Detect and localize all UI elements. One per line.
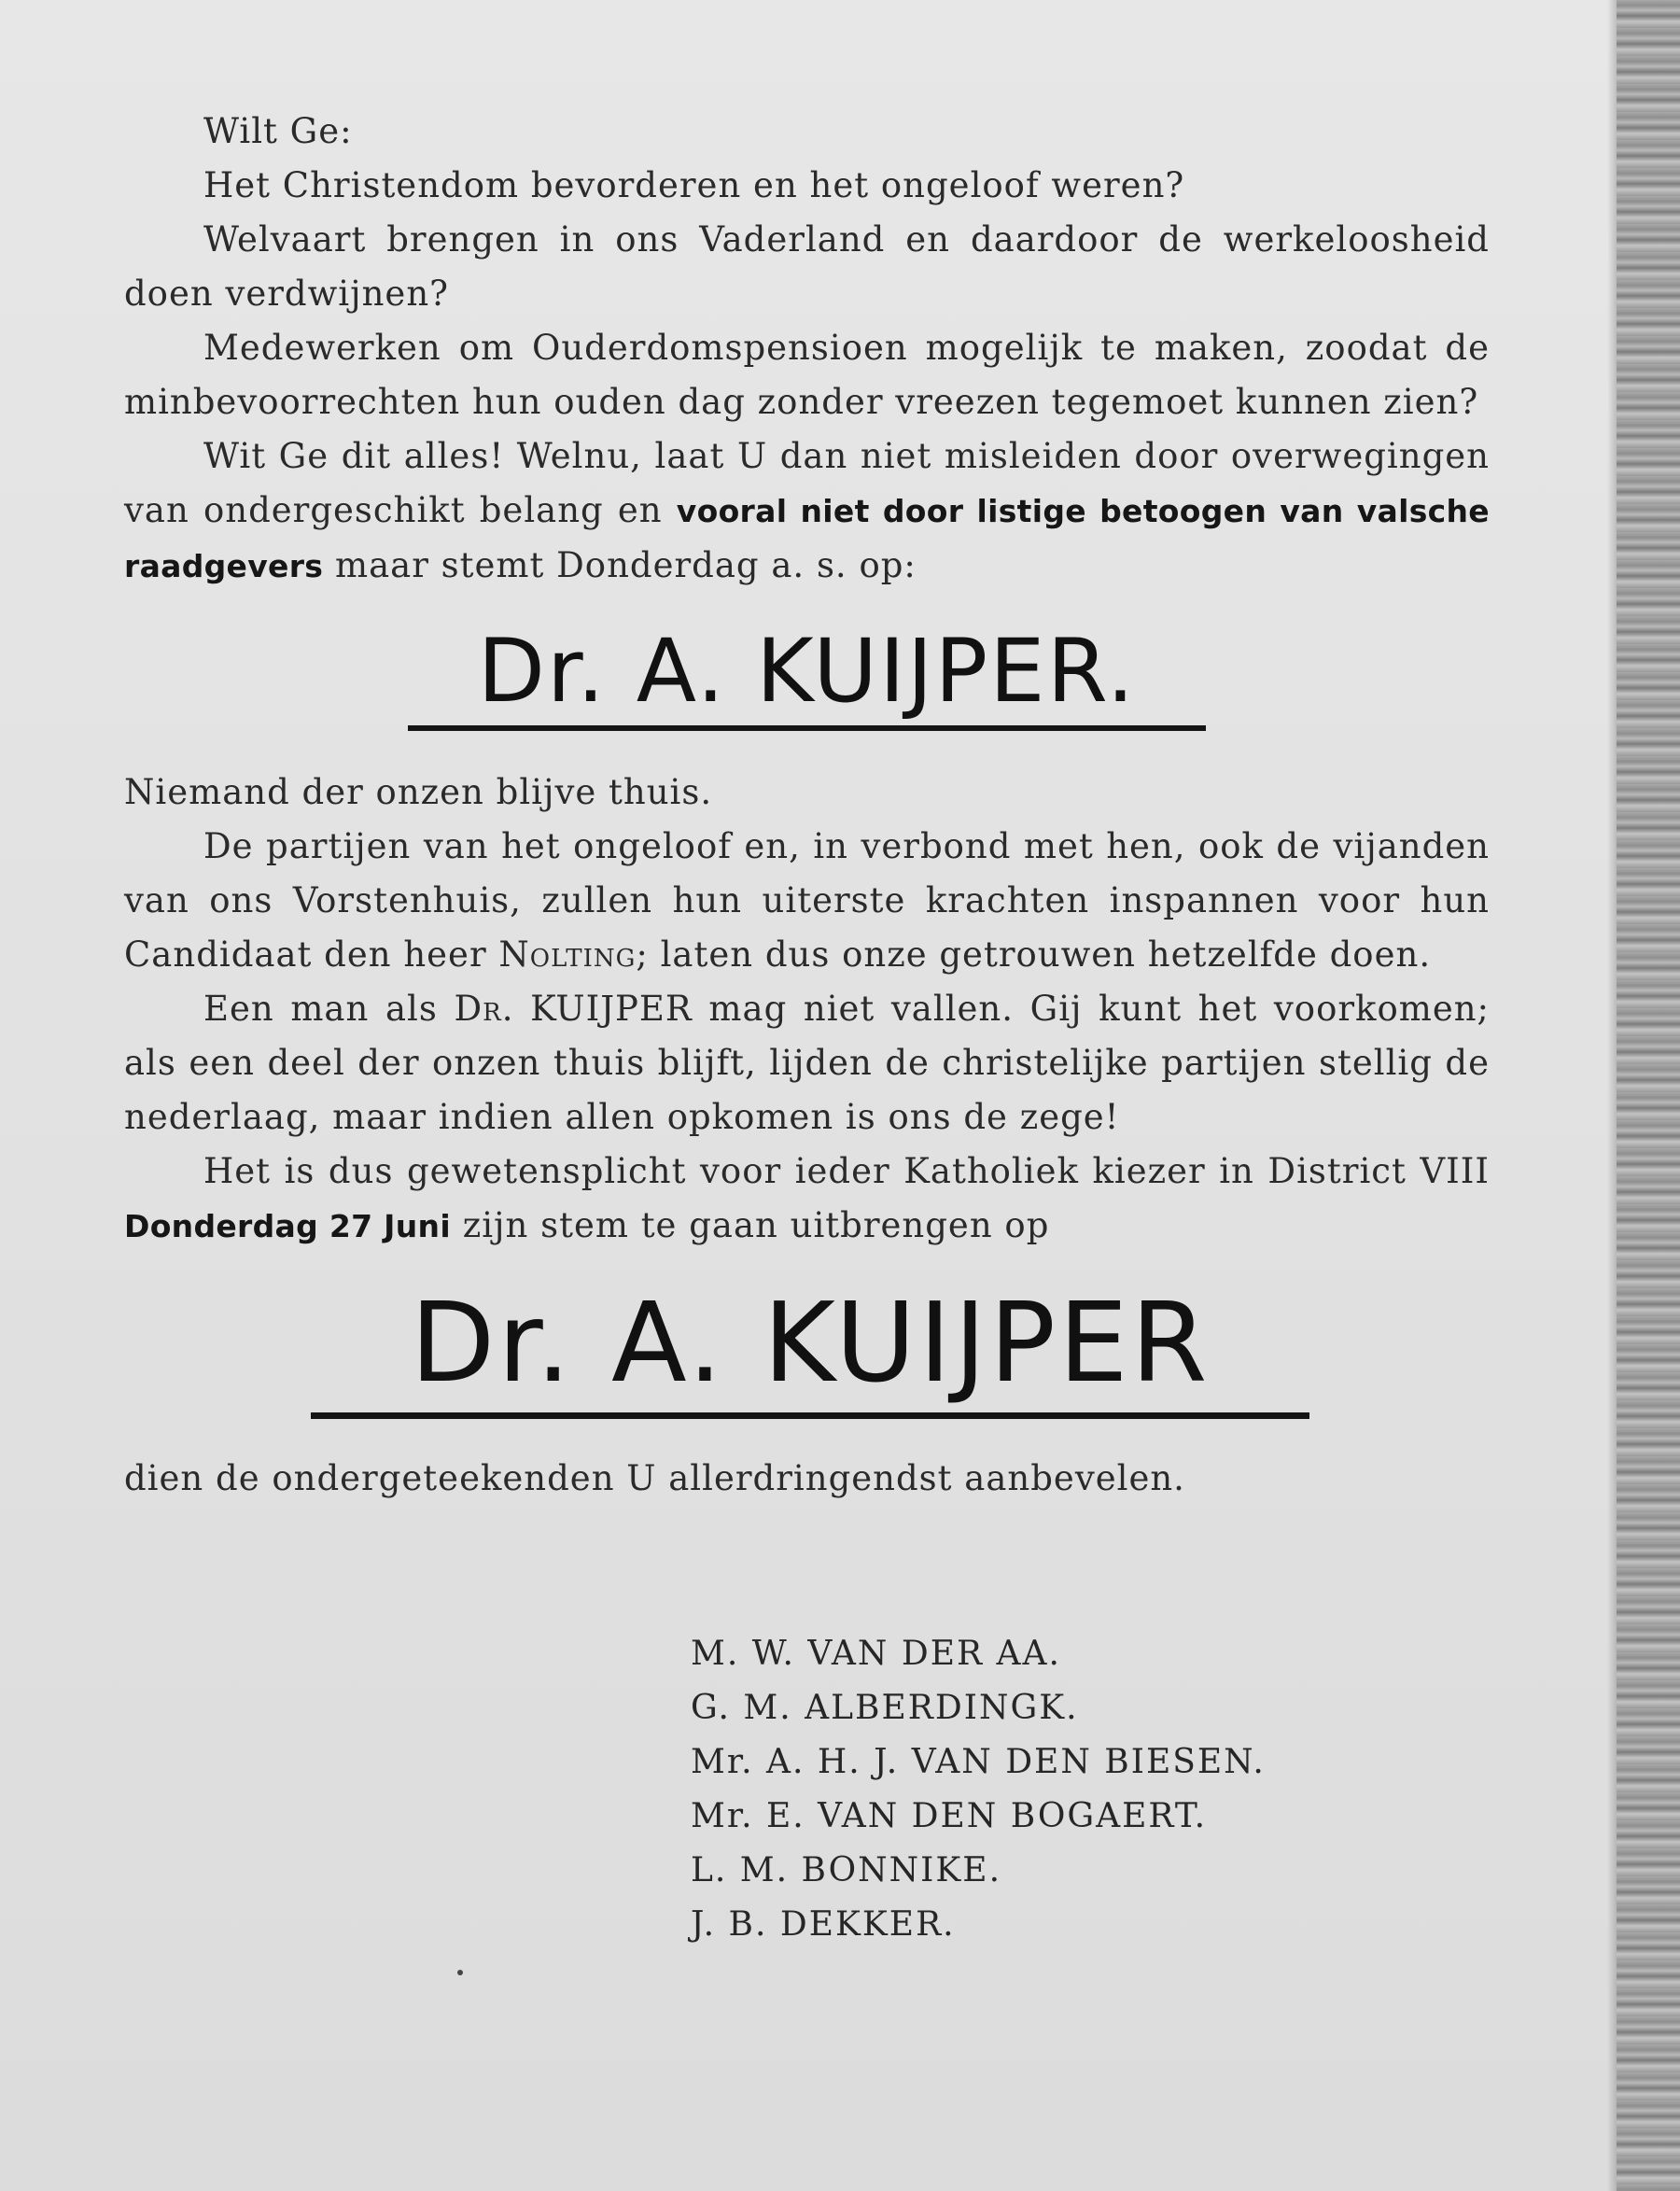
intro-paragraph — [124, 429, 1490, 594]
intro-line: Wilt Ge: — [203, 111, 353, 151]
signatory-list — [691, 1627, 1266, 1952]
bold-date: Donderdag 27 Juni — [124, 1208, 451, 1244]
middle-text-run: Een man als — [203, 989, 438, 1029]
signatory: G. M. ALBERDINGK. — [691, 1689, 1079, 1727]
signatory: M. W. VAN DER AA. — [691, 1635, 1061, 1673]
intro-paragraph: Medewerken om Ouderdomspensioen mogelijk te maken, zoodat de minbevoorrechten hun ouden dag zonder vreezen tegemoet kunnen zien? — [124, 328, 1490, 422]
candidate-heading-large: Dr. A. KUIJPER — [410, 1278, 1211, 1407]
intro-text-run: Wit Ge dit alles! Welnu, laat U dan niet misleiden door overwegingen van ondergeschikt belang en — [124, 436, 1490, 530]
middle-text-run: ; laten dus onze getrouwen hetzelfde doen. — [636, 934, 1432, 975]
signatory: Mr. E. VAN DEN BOGAERT. — [691, 1797, 1208, 1835]
middle-text — [124, 765, 1490, 1254]
middle-text-run: Het is dus gewetensplicht voor ieder Katholiek kiezer in District VIII — [203, 1151, 1490, 1191]
candidate-name-inline: Dr. KUIJPER — [454, 989, 693, 1029]
intro-text — [124, 105, 1490, 594]
heading-underline — [408, 725, 1206, 731]
intro-paragraph: Welvaart brengen in ons Vaderland en daardoor de werkeloosheid doen verdwijnen? — [124, 219, 1490, 314]
middle-paragraph — [124, 1145, 1490, 1254]
signatory: Mr. A. H. J. VAN DEN BIESEN. — [691, 1743, 1266, 1781]
middle-paragraph: Niemand der onzen blijve thuis. — [124, 772, 713, 812]
book-edge — [1617, 0, 1680, 2191]
intro-paragraph: Het Christendom bevorderen en het ongeloof weren? — [203, 165, 1185, 205]
opponent-name: Nolting — [498, 934, 637, 975]
middle-paragraph — [124, 820, 1490, 982]
heading-underline-large — [311, 1412, 1309, 1419]
middle-paragraph — [124, 982, 1490, 1145]
middle-text-run: De partijen van het ongeloof en, in verbond met hen, ook de vijanden van ons Vorstenhuis, zullen hun uiterste krachten inspannen voor hun Candidaat den heer — [124, 826, 1490, 975]
closing-line: dien de ondergeteekenden U allerdringendst aanbevelen. — [124, 1458, 1185, 1498]
candidate-heading: Dr. A. KUIJPER. — [477, 621, 1137, 723]
ink-speck — [457, 1970, 463, 1975]
middle-text-run: zijn stem te gaan uitbrengen op — [462, 1205, 1050, 1245]
intro-text-run: maar stemt Donderdag a. s. op: — [335, 545, 917, 585]
signatory: J. B. DEKKER. — [691, 1905, 956, 1944]
bold-phrase: vooral niet door listige betoogen van valsche raadgevers — [124, 493, 1490, 584]
signatory: L. M. BONNIKE. — [691, 1851, 1002, 1889]
closing-text — [124, 1452, 1490, 1506]
middle-text-run: mag niet vallen. Gij kunt het voorkomen; als een deel der onzen thuis blijft, lijden de christelijke partijen stellig de nederlaag, maar indien allen opkomen is ons de zege! — [124, 989, 1491, 1137]
